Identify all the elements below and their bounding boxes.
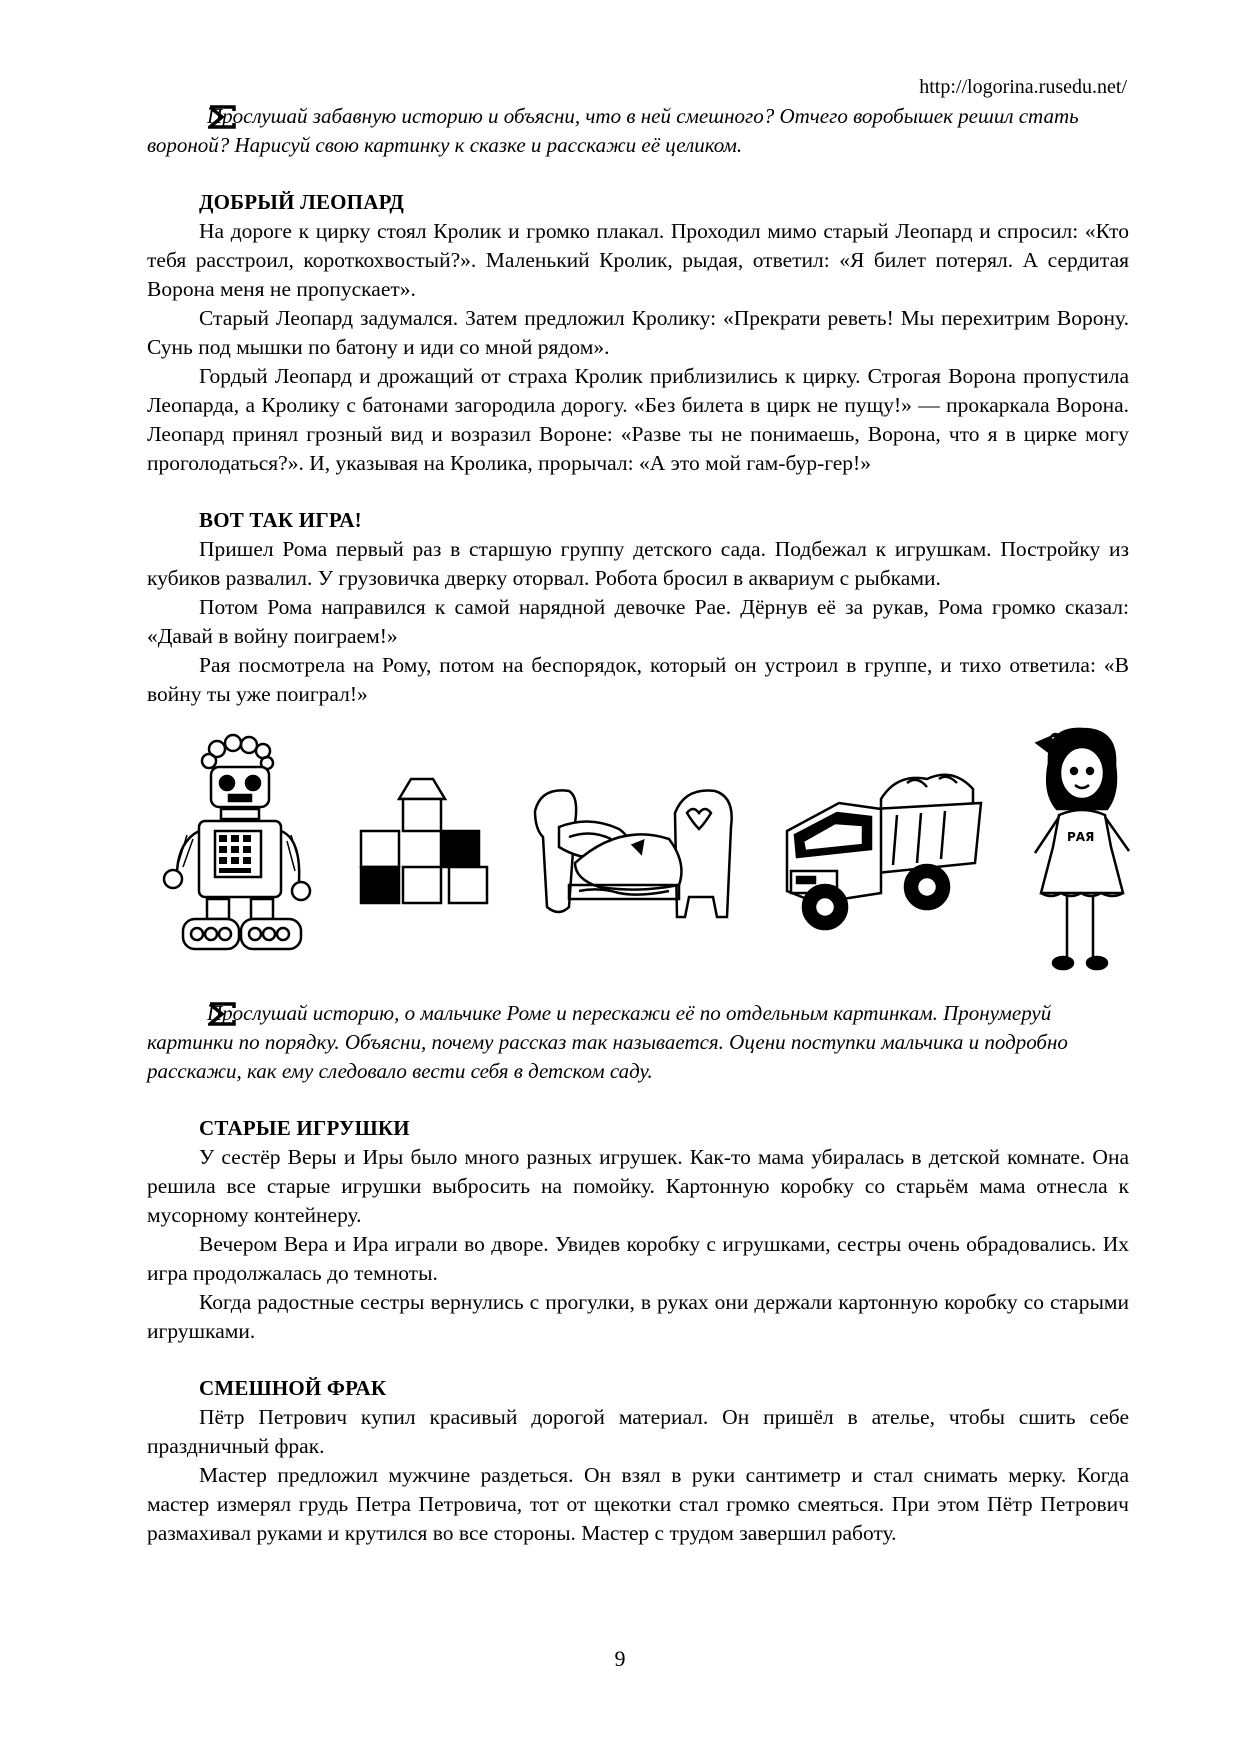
page-number: 9 <box>614 1646 626 1671</box>
story-title-old-toys: СТАРЫЕ ИГРУШКИ <box>199 1116 410 1140</box>
story-paragraph: Вечером Вера и Ира играли во дворе. Увидев коробку с игрушками, сестры очень обрадовались. Их игра продолжалась до темноты. <box>147 1232 1129 1285</box>
toy-blocks-illustration <box>353 775 495 907</box>
toy-bed-illustration <box>529 767 745 925</box>
story-paragraph: Потом Рома направился к самой нарядной девочке Рае. Дёрнув её за рукав, Рома громко сказал: «Давай в войну поиграем!» <box>147 595 1129 648</box>
task-instruction-2: Прослушай историю, о мальчике Роме и перескажи её по отдельным картинкам. Пронумеруй картинки по порядку. Объясни, почему рассказ так называется. Оцени поступки мальчика и подробно расскажи, как ему следовало вести себя в детском саду. <box>147 1001 1068 1083</box>
robot-illustration <box>159 731 319 957</box>
task-instruction-1: Прослушай забавную историю и объясни, что в ней смешного? Отчего воробышек решил стать вороной? Нарисуй свою картинку к сказке и расскажи её целиком. <box>147 104 1079 157</box>
story-title-what-a-game: ВОТ ТАК ИГРА! <box>199 508 362 532</box>
story-paragraph: У сестёр Веры и Иры было много разных игрушек. Как-то мама убиралась в детской комнате. Она решила все старые игрушки выбросить на помойку. Картонную коробку со старьём мама отнесла к мусорному контейнеру. <box>147 1145 1129 1227</box>
story-paragraph: Рая посмотрела на Рому, потом на беспорядок, который он устроил в группе, и тихо ответила: «В войну ты уже поиграл!» <box>147 653 1129 706</box>
story-paragraph: На дороге к цирку стоял Кролик и громко плакал. Проходил мимо старый Леопард и спросил: «Кто тебя расстроил, короткохвостый?». Маленький Кролик, рыдая, ответил: «Я билет потерял. А сердитая Ворона меня не пропускает». <box>147 219 1129 301</box>
site-url: http://logorina.rusedu.net/ <box>919 76 1127 98</box>
toy-truck-illustration <box>777 753 987 935</box>
story-paragraph: Старый Леопард задумался. Затем предложил Кролику: «Прекрати реветь! Мы перехитрим Ворону. Сунь под мышки по батону и иди со мной рядом». <box>147 306 1129 359</box>
story-title-kind-leopard: ДОБРЫЙ ЛЕОПАРД <box>199 190 405 214</box>
story-paragraph: Когда радостные сестры вернулись с прогулки, в руках они держали картонную коробку со старыми игрушками. <box>147 1290 1129 1343</box>
illustrations-row <box>147 723 1129 985</box>
story-title-funny-tailcoat: СМЕШНОЙ ФРАК <box>199 1376 387 1400</box>
story-paragraph: Мастер предложил мужчине раздеться. Он взял в руки сантиметр и стал снимать мерку. Когда мастер измерял грудь Петра Петровича, тот от щекотки стал громко смеяться. При этом Пётр Петрович размахивал руками и крутился во все стороны. Мастер с трудом завершил работу. <box>147 1463 1129 1545</box>
story-paragraph: Пришел Рома первый раз в старшую группу детского сада. Подбежал к игрушкам. Постройку из кубиков развалил. У грузовичка дверку оторвал. Робота бросил в аквариум с рыбками. <box>147 537 1129 590</box>
sigma-arrow-icon <box>208 105 238 129</box>
girl-shirt-text: РАЯ <box>1067 830 1095 844</box>
page-content <box>147 102 1129 1548</box>
girl-raya-illustration <box>1027 723 1137 985</box>
sigma-arrow-icon <box>208 1002 238 1026</box>
story-paragraph: Гордый Леопард и дрожащий от страха Кролик приблизились к цирку. Строгая Ворона пропустила Леопарда, а Кролику с батонами загородила дорогу. «Без билета в цирк не пущу!» — прокаркала Ворона. Леопард принял грозный вид и возразил Вороне: «Разве ты не понимаешь, Ворона, что я в цирке могу проголодаться?». И, указывая на Кролика, прорычал: «А это мой гам-бур-гер!» <box>147 364 1129 475</box>
story-paragraph: Пётр Петрович купил красивый дорогой материал. Он пришёл в ателье, чтобы сшить себе праздничный фрак. <box>147 1405 1129 1458</box>
